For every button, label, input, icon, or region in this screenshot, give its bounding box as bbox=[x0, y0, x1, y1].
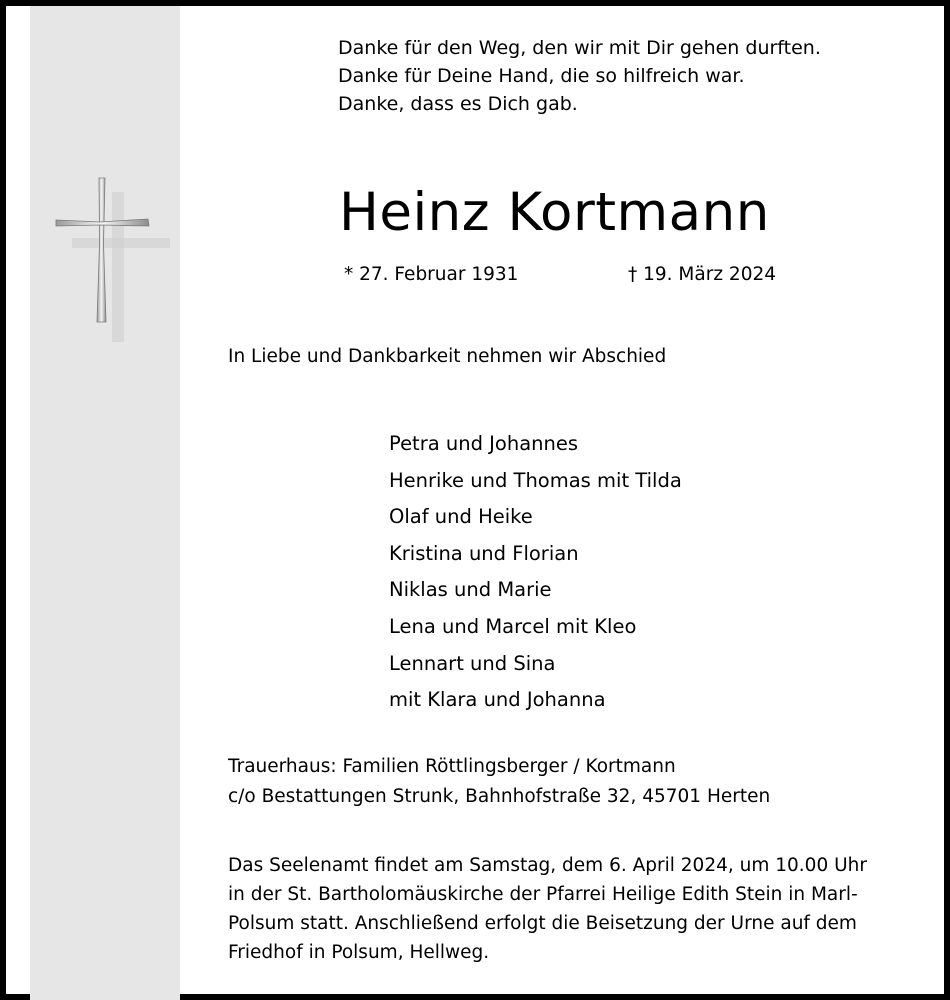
birth-date: * 27. Februar 1931 bbox=[344, 264, 519, 285]
address-line: c/o Bestattungen Strunk, Bahnhofstraße 32, 45701 Herten bbox=[228, 786, 771, 807]
deceased-name: Heinz Kortmann bbox=[339, 182, 770, 243]
motto-line: Danke für den Weg, den wir mit Dir gehen durften. bbox=[338, 37, 821, 59]
family-member: Petra und Johannes bbox=[389, 432, 579, 455]
motto bbox=[338, 34, 821, 118]
family-member: mit Klara und Johanna bbox=[389, 688, 606, 712]
service-line: Das Seelenamt findet am Samstag, dem 6. April 2024, um 10.00 Uhr bbox=[228, 855, 867, 876]
service-info bbox=[228, 851, 948, 967]
cross-icon bbox=[50, 174, 180, 354]
service-line: Polsum statt. Anschließend erfolgt die Beisetzung der Urne auf dem bbox=[228, 913, 857, 934]
family-list bbox=[389, 426, 682, 719]
death-date: † 19. März 2024 bbox=[628, 264, 777, 285]
motto-line: Danke für Deine Hand, die so hilfreich war. bbox=[338, 65, 745, 87]
family-member: Lennart und Sina bbox=[389, 651, 556, 675]
motto-line: Danke, dass es Dich gab. bbox=[338, 93, 578, 115]
farewell-text: In Liebe und Dankbarkeit nehmen wir Abschied bbox=[228, 346, 667, 367]
address-line: Trauerhaus: Familien Röttlingsberger / Kortmann bbox=[228, 756, 676, 777]
family-member: Kristina und Florian bbox=[389, 541, 579, 565]
service-line: in der St. Bartholomäuskirche der Pfarrei Heilige Edith Stein in Marl- bbox=[228, 884, 858, 905]
family-member: Olaf und Heike bbox=[389, 505, 533, 529]
family-member: Lena und Marcel mit Kleo bbox=[389, 614, 637, 638]
family-member: Henrike und Thomas mit Tilda bbox=[389, 468, 682, 492]
mourning-address bbox=[228, 752, 770, 812]
side-strip bbox=[30, 6, 180, 1000]
family-member: Niklas und Marie bbox=[389, 578, 552, 602]
service-line: Friedhof in Polsum, Hellweg. bbox=[228, 942, 490, 963]
